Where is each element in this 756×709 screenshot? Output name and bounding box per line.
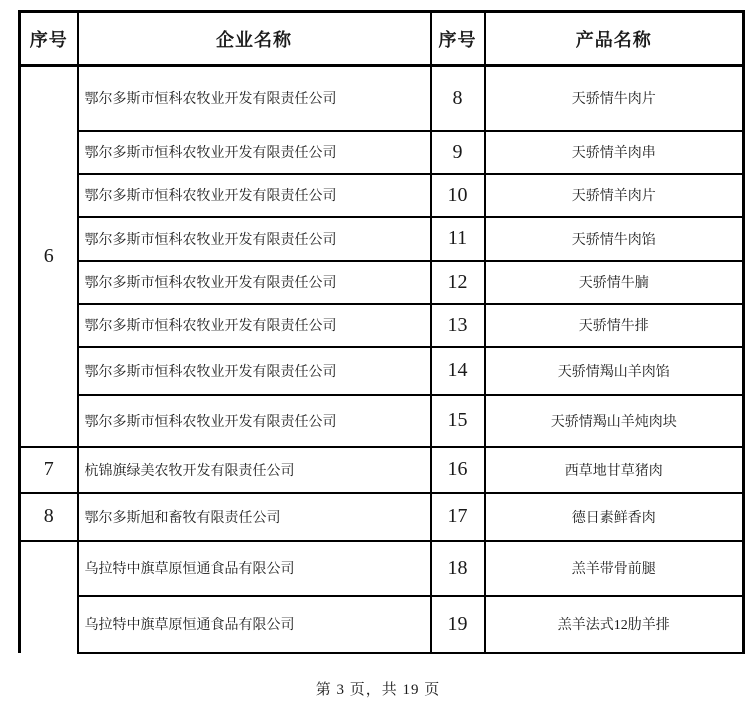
product-name-cell: 西草地甘草猪肉 [485,447,744,493]
product-serial-cell: 10 [431,174,485,217]
header-company: 企业名称 [78,12,431,66]
product-serial-cell: 13 [431,304,485,347]
table-row [20,304,744,347]
table-row [20,261,744,304]
header-serial-right: 序号 [431,12,485,66]
product-serial-cell: 19 [431,596,485,653]
product-serial-cell: 15 [431,395,485,447]
company-name-cell: 鄂尔多斯市恒科农牧业开发有限责任公司 [78,261,431,304]
company-name-cell: 鄂尔多斯市恒科农牧业开发有限责任公司 [78,347,431,395]
product-serial-cell: 18 [431,541,485,596]
product-serial-cell: 11 [431,217,485,261]
product-serial-cell: 9 [431,131,485,174]
company-name-cell: 鄂尔多斯市恒科农牧业开发有限责任公司 [78,304,431,347]
product-serial-cell: 12 [431,261,485,304]
product-name-cell: 天骄情羊肉串 [485,131,744,174]
header-serial-left: 序号 [20,12,78,66]
table-row [20,395,744,447]
page-footer: 第 3 页，共 19 页 [315,682,441,698]
company-name-cell: 鄂尔多斯市恒科农牧业开发有限责任公司 [78,395,431,447]
product-serial-cell: 8 [431,66,485,131]
product-name-cell: 天骄情牛肉片 [485,66,744,131]
company-name-cell: 乌拉特中旗草原恒通食品有限公司 [78,541,431,596]
company-name-cell: 鄂尔多斯市恒科农牧业开发有限责任公司 [78,217,431,261]
company-serial-cell: 8 [20,493,78,541]
product-name-cell: 羔羊带骨前腿 [485,541,744,596]
table-header-row [20,12,744,66]
table-row [20,596,744,653]
table-row [20,493,744,541]
company-name-cell: 鄂尔多斯市恒科农牧业开发有限责任公司 [78,66,431,131]
product-serial-cell: 16 [431,447,485,493]
product-name-cell: 天骄情羯山羊炖肉块 [485,395,744,447]
table-row [20,174,744,217]
product-name-cell: 天骄情羯山羊肉馅 [485,347,744,395]
company-serial-cell: 6 [20,66,78,447]
product-name-cell: 天骄情牛排 [485,304,744,347]
product-serial-cell: 14 [431,347,485,395]
table-row [20,217,744,261]
product-table [18,10,745,654]
company-serial-cell: 7 [20,447,78,493]
company-serial-cell [20,541,78,653]
table-row [20,347,744,395]
header-product: 产品名称 [485,12,744,66]
product-name-cell: 天骄情牛肉馅 [485,217,744,261]
product-serial-cell: 17 [431,493,485,541]
company-name-cell: 杭锦旗绿美农牧开发有限责任公司 [78,447,431,493]
company-name-cell: 鄂尔多斯市恒科农牧业开发有限责任公司 [78,174,431,217]
product-name-cell: 天骄情牛腩 [485,261,744,304]
table-row [20,66,744,131]
table-row [20,447,744,493]
table-row [20,541,744,596]
company-name-cell: 乌拉特中旗草原恒通食品有限公司 [78,596,431,653]
product-name-cell: 天骄情羊肉片 [485,174,744,217]
company-name-cell: 鄂尔多斯旭和畜牧有限责任公司 [78,493,431,541]
product-name-cell: 德日素鲜香肉 [485,493,744,541]
product-name-cell: 羔羊法式12肋羊排 [485,596,744,653]
table-row [20,131,744,174]
company-name-cell: 鄂尔多斯市恒科农牧业开发有限责任公司 [78,131,431,174]
